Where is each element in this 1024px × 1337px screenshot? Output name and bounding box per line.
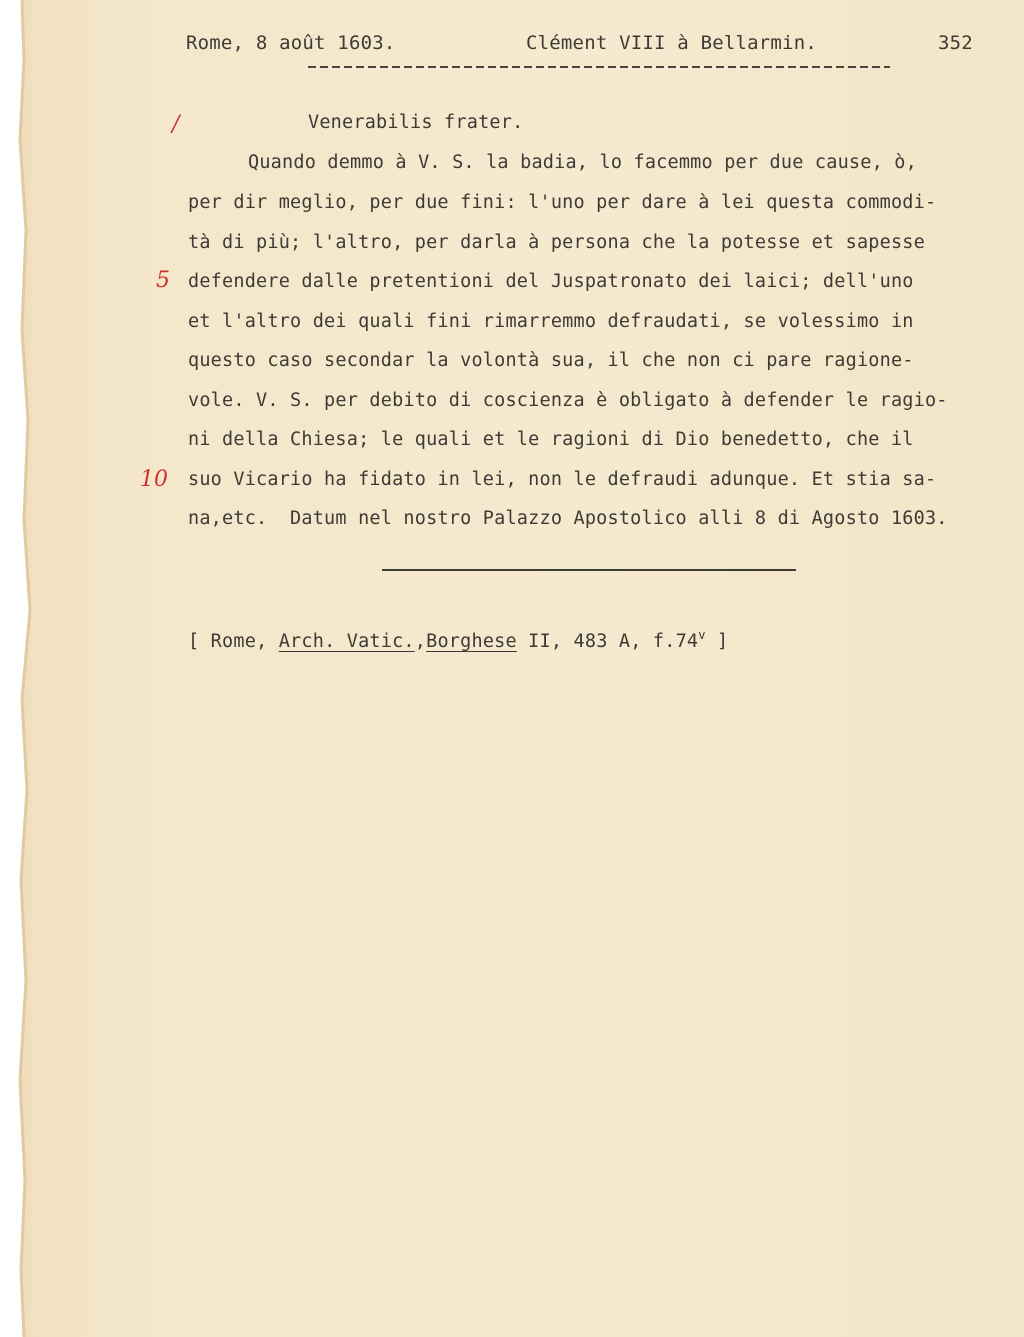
- body-line: defendere dalle pretentioni del Juspatronato dei laici; dell'uno: [188, 271, 914, 292]
- margin-mark-slash: /: [172, 112, 180, 137]
- citation-fonds: Borghese: [426, 631, 517, 652]
- torn-paper-edge: [0, 0, 60, 1337]
- closing-rule: [382, 569, 796, 571]
- citation-archive: Arch. Vatic.: [278, 631, 415, 652]
- page-number: 352: [938, 32, 973, 54]
- margin-mark-line-10: 10: [140, 467, 168, 492]
- header-title: Clément VIII à Bellarmin.: [526, 32, 817, 54]
- body-line: per dir meglio, per due fini: l'uno per dare à lei questa commodi-: [188, 192, 937, 213]
- body-line: tà di più; l'altro, per darla à persona che la potesse et sapesse: [188, 232, 925, 253]
- body-line: Quando demmo à V. S. la badia, lo facemmo per due cause, ò,: [248, 152, 917, 173]
- citation-verso: v: [698, 628, 706, 642]
- citation-separator: ,: [414, 631, 427, 652]
- body-line: vole. V. S. per debito di coscienza è obligato à defender le ragio-: [188, 390, 948, 411]
- body-line: questo caso secondar la volontà sua, il che non ci pare ragione-: [188, 350, 914, 371]
- body-line: na,etc. Datum nel nostro Palazzo Apostolico alli 8 di Agosto 1603.: [188, 508, 948, 529]
- body-line: et l'altro dei quali fini rimarremmo defraudati, se volessimo in: [188, 311, 914, 332]
- archive-citation: [188, 628, 728, 652]
- salutation: Venerabilis frater.: [308, 112, 524, 133]
- header-dashed-rule: [308, 66, 890, 68]
- citation-reference: II, 483 A, f.74: [516, 631, 699, 652]
- body-line: suo Vicario ha fidato in lei, non le defraudi adunque. Et stia sa-: [188, 469, 937, 490]
- body-line: ni della Chiesa; le quali et le ragioni di Dio benedetto, che il: [188, 429, 914, 450]
- citation-open: [ Rome,: [188, 631, 279, 652]
- header-place-date: Rome, 8 août 1603.: [186, 32, 396, 54]
- margin-mark-line-5: 5: [156, 268, 170, 293]
- citation-close: ]: [705, 631, 729, 652]
